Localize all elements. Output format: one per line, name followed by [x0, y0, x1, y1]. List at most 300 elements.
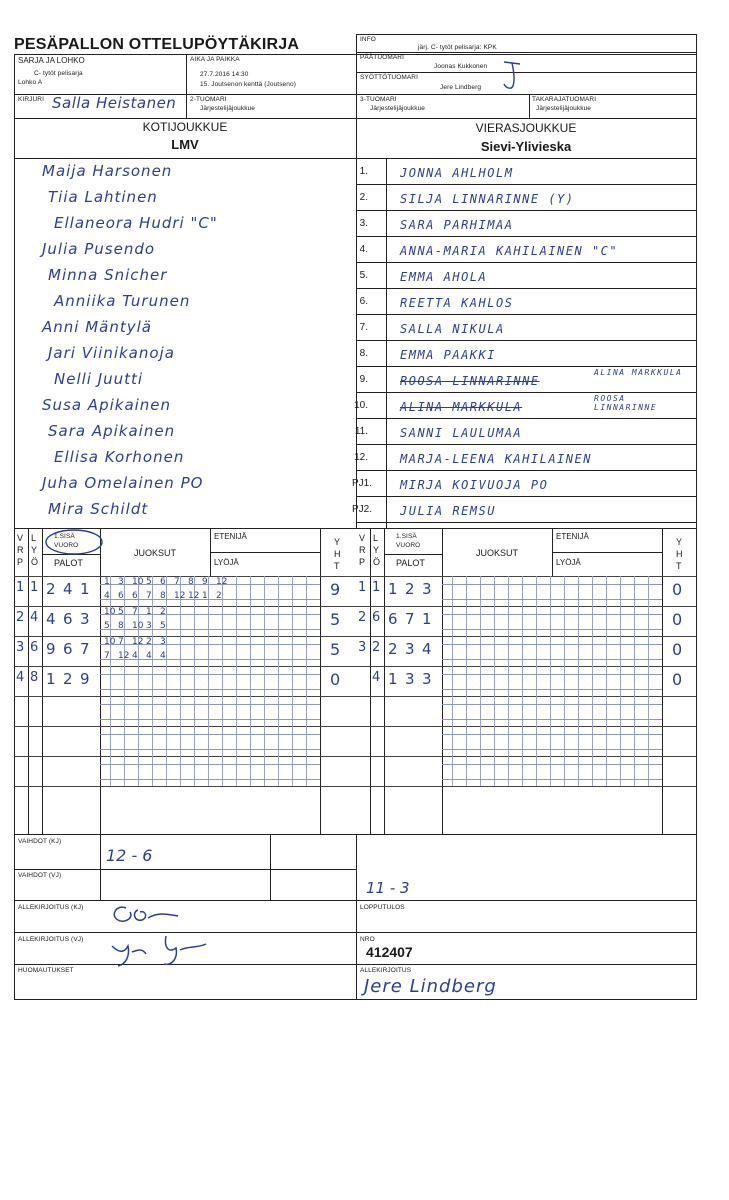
roster-number: PJ1. — [351, 478, 372, 489]
inning-vrp: 3 — [358, 640, 367, 655]
divider — [14, 696, 356, 697]
inning-palo: 6 — [63, 640, 73, 658]
run-batter: 5 — [160, 621, 166, 631]
grid-column — [606, 576, 607, 786]
inning-ly: 6 — [372, 610, 381, 625]
run-advancer: 12 — [216, 577, 228, 587]
inning-vrp: 3 — [16, 640, 25, 655]
divider — [356, 726, 696, 727]
sisa-header: 1.SISÄ — [396, 533, 417, 540]
home-player-name: Ellaneora Hudri "C" — [54, 214, 218, 232]
divider — [662, 528, 663, 834]
home-player-name: Jari Viinikanoja — [48, 344, 175, 362]
allekirjoitus-label: ALLEKIRJOITUS — [360, 967, 412, 974]
divider — [14, 636, 356, 637]
run-advancer: 6 — [160, 577, 166, 587]
tuomari2-label: 2-TUOMARI — [190, 96, 227, 103]
home-player-name: Anni Mäntylä — [42, 318, 152, 336]
run-advancer: 1 — [104, 577, 110, 587]
inning-palo: 1 — [388, 670, 398, 688]
divider — [356, 392, 696, 393]
inning-palo: 7 — [80, 640, 90, 658]
divider — [14, 54, 696, 55]
inning-vrp: 4 — [16, 670, 25, 685]
run-advancer: 1 — [146, 607, 152, 617]
grid-column — [222, 576, 223, 786]
grid-row — [100, 749, 320, 750]
divider — [552, 552, 662, 553]
allekirjoitus-value: Jere Lindberg — [364, 976, 497, 997]
info-label: INFO — [360, 36, 376, 43]
grid-column — [152, 576, 153, 786]
grid-column — [550, 576, 551, 786]
divider — [356, 786, 696, 787]
divider — [14, 726, 356, 727]
inning-palo: 2 — [63, 670, 73, 688]
grid-column — [466, 576, 467, 786]
run-advancer: 7 — [118, 637, 124, 647]
divider — [356, 288, 696, 289]
roster-number: 6. — [359, 296, 368, 307]
yht-letter: Y — [334, 537, 341, 547]
roster-number: 10. — [354, 400, 368, 411]
run-advancer: 7 — [174, 577, 180, 587]
home-team-name: LMV — [171, 137, 199, 152]
away-player-name: SANNI LAULUMAA — [400, 426, 523, 440]
inning-total: 5 — [330, 640, 341, 659]
grid-column — [592, 576, 593, 786]
huomautukset-label: HUOMAUTUKSET — [18, 967, 74, 974]
grid-row — [100, 734, 320, 735]
run-advancer: 10 — [104, 637, 116, 647]
run-batter: 5 — [104, 621, 110, 631]
lohko-value: Lohko A — [18, 79, 43, 86]
vrp-letter: P — [359, 557, 366, 567]
allekirjoitus-kj-label: ALLEKIRJOITUS (KJ) — [18, 904, 84, 911]
grid-column — [620, 576, 621, 786]
inning-ly: 1 — [372, 580, 381, 595]
lyo-letter: Ö — [373, 557, 381, 567]
vrp-letter: R — [359, 545, 366, 555]
inning-palo: 4 — [63, 580, 73, 598]
home-player-name: Ellisa Korhonen — [54, 448, 185, 466]
grid-row — [442, 599, 662, 600]
first-inning-circle — [44, 528, 106, 558]
grid-row — [100, 689, 320, 690]
run-batter: 4 — [160, 651, 166, 661]
aika-label: AIKA JA PAIKKA — [190, 56, 240, 63]
inning-palo: 6 — [388, 610, 398, 628]
grid-column — [648, 576, 649, 786]
home-captain-signature — [108, 898, 188, 930]
divider — [386, 158, 387, 528]
run-batter: 1 — [202, 591, 208, 601]
away-player-name: ALINA MARKKULA — [400, 400, 523, 414]
run-batter: 6 — [118, 591, 124, 601]
paikka-value: 15. Joutsenon kenttä (Joutseno) — [200, 81, 296, 88]
away-team-name: Sievi-Ylivieska — [480, 139, 572, 154]
away-player-name: EMMA PAAKKI — [400, 348, 496, 362]
away-player-name: SALLA NIKULA — [400, 322, 505, 336]
grid-column — [138, 576, 139, 786]
grid-column — [124, 576, 125, 786]
home-player-name: Susa Apikainen — [42, 396, 172, 414]
nro-label: NRO — [360, 936, 375, 943]
vrp-header — [359, 532, 366, 568]
away-player-substitute: ALINA MARKKULA — [594, 368, 683, 377]
juoksut-header: JUOKSUT — [475, 548, 518, 558]
grid-row — [442, 689, 662, 690]
divider — [42, 528, 43, 834]
vrp-letter: V — [359, 533, 366, 543]
vuoro-header: VUORO — [54, 542, 79, 549]
divider — [356, 756, 696, 757]
scoresheet-form — [14, 34, 696, 1000]
run-advancer: 5 — [146, 577, 152, 587]
inning-palo: 3 — [405, 640, 415, 658]
roster-number: 4. — [359, 244, 368, 255]
run-advancer: 10 — [132, 577, 144, 587]
inning-palo: 6 — [63, 610, 73, 628]
inning-palo: 1 — [422, 610, 432, 628]
away-player-name: REETTA KAHLOS — [400, 296, 514, 310]
vaihdot-kj-value: 12 - 6 — [106, 846, 153, 865]
inning-ly: 4 — [30, 610, 39, 625]
lyo-letter: L — [31, 533, 37, 543]
inning-palo: 2 — [46, 580, 56, 598]
inning-total: 5 — [330, 610, 341, 629]
roster-number: 2. — [359, 192, 368, 203]
divider — [356, 184, 696, 185]
away-player-name: EMMA AHOLA — [400, 270, 488, 284]
run-batter: 2 — [216, 591, 222, 601]
vuoro-header: VUORO — [396, 542, 421, 549]
divider — [320, 528, 321, 834]
lyo-letter: Y — [31, 545, 38, 555]
divider — [356, 522, 696, 523]
run-batter: 3 — [146, 621, 152, 631]
divider — [14, 999, 696, 1000]
away-player-name: MARJA-LEENA KAHILAINEN — [400, 452, 592, 466]
inning-total: 9 — [330, 580, 341, 599]
grid-row — [100, 764, 320, 765]
divider — [14, 786, 356, 787]
inning-palo: 3 — [80, 610, 90, 628]
vrp-letter: P — [17, 557, 24, 567]
grid-column — [306, 576, 307, 786]
yht-letter: H — [676, 549, 683, 559]
divider — [356, 666, 696, 667]
run-advancer: 2 — [160, 607, 166, 617]
roster-number: 5. — [359, 270, 368, 281]
run-advancer: 8 — [188, 577, 194, 587]
grid-column — [452, 576, 453, 786]
run-batter: 6 — [132, 591, 138, 601]
aika-value: 27.7.2016 14:30 — [200, 71, 249, 78]
divider — [356, 576, 696, 577]
divider — [356, 34, 357, 118]
grid-row — [442, 644, 662, 645]
grid-row — [442, 629, 662, 630]
inning-total: 0 — [672, 610, 683, 629]
divider — [356, 636, 696, 637]
roster-number: 12. — [354, 452, 368, 463]
away-player-name: MIRJA KOIVUOJA PO — [400, 478, 549, 492]
grid-column — [166, 576, 167, 786]
takarajatuomari-value: Järjestelijäjoukkue — [536, 105, 592, 112]
inning-total: 0 — [672, 640, 683, 659]
inning-palo: 1 — [388, 580, 398, 598]
away-player-name: JULIA REMSU — [400, 504, 496, 518]
yht-letter: T — [676, 561, 682, 571]
run-batter: 12 — [188, 591, 200, 601]
inning-palo: 3 — [405, 670, 415, 688]
roster-number: PJ2. — [351, 504, 372, 515]
inning-ly: 8 — [30, 670, 39, 685]
lyo-letter: L — [373, 533, 379, 543]
sarja-value: C- tytöt pelisarja — [34, 70, 83, 77]
inning-ly: 6 — [30, 640, 39, 655]
divider — [186, 54, 187, 118]
inning-ly: 4 — [372, 670, 381, 685]
vaihdot-kj-label: VAIHDOT (KJ) — [18, 838, 62, 845]
etenija-header: ETENIJÄ — [214, 532, 247, 541]
divider — [270, 834, 271, 900]
inning-palo: 3 — [422, 670, 432, 688]
run-batter: 4 — [132, 651, 138, 661]
divider — [356, 496, 696, 497]
grid-column — [208, 576, 209, 786]
run-batter: 12 — [174, 591, 186, 601]
grid-column — [292, 576, 293, 786]
divider — [356, 366, 696, 367]
lyoja-header: LYÖJÄ — [214, 558, 239, 567]
divider — [14, 756, 356, 757]
grid-column — [508, 576, 509, 786]
nro-value: 412407 — [366, 944, 413, 960]
divider — [28, 528, 29, 834]
grid-row — [442, 749, 662, 750]
tuomari3-value: Järjestelijäjoukkue — [370, 105, 426, 112]
tuomari2-value: Järjestelijäjoukkue — [200, 105, 256, 112]
syottotuomari-initial-signature — [500, 58, 526, 94]
inning-total: 0 — [330, 670, 341, 689]
run-advancer: 9 — [202, 577, 208, 587]
tuomari3-label: 3-TUOMARI — [360, 96, 397, 103]
divider — [14, 666, 356, 667]
run-batter: 8 — [160, 591, 166, 601]
run-advancer: 12 — [132, 637, 144, 647]
divider — [14, 118, 696, 119]
sarja-label: SARJA JA LOHKO — [18, 56, 85, 65]
sisa-header: 1.SISÄ — [54, 533, 75, 540]
run-batter: 4 — [104, 591, 110, 601]
away-player-name: ROOSA LINNARINNE — [400, 374, 540, 388]
inning-vrp: 2 — [16, 610, 25, 625]
away-player-name: SILJA LINNARINNE (Y) — [400, 192, 575, 206]
syottotuomari-value: Jere Lindberg — [440, 84, 482, 91]
roster-number: 1. — [359, 166, 368, 177]
home-player-name: Tiia Lahtinen — [48, 188, 158, 206]
home-player-name: Anniika Turunen — [54, 292, 191, 310]
grid-column — [564, 576, 565, 786]
grid-row — [442, 719, 662, 720]
home-player-name: Minna Snicher — [48, 266, 168, 284]
roster-number: 9. — [359, 374, 368, 385]
lopputulos-label: LOPPUTULOS — [360, 904, 405, 911]
divider — [384, 554, 442, 555]
away-captain-signature — [108, 932, 218, 970]
grid-column — [480, 576, 481, 786]
lyo-letter: Y — [373, 545, 380, 555]
divider — [14, 834, 696, 835]
divider — [370, 528, 371, 834]
paatuomari-label: PÄÄTUOMARI — [360, 54, 404, 61]
divider — [356, 696, 696, 697]
inning-palo: 3 — [422, 580, 432, 598]
divider — [210, 552, 320, 553]
divider — [356, 834, 357, 1000]
divider — [356, 314, 696, 315]
divider — [14, 606, 356, 607]
run-advancer: 3 — [118, 577, 124, 587]
grid-row — [442, 659, 662, 660]
grid-column — [536, 576, 537, 786]
form-title: PESÄPALLON OTTELUPÖYTÄKIRJA — [14, 36, 300, 53]
juoksut-header: JUOKSUT — [133, 548, 176, 558]
divider — [356, 236, 696, 237]
run-batter: 7 — [104, 651, 110, 661]
away-player-name: JONNA AHLHOLM — [400, 166, 514, 180]
home-player-name: Mira Schildt — [48, 500, 149, 518]
grid-row — [442, 704, 662, 705]
run-batter: 10 — [132, 621, 144, 631]
info-value: järj. C- tytöt pelisarja: KPK — [418, 44, 497, 51]
vaihdot-vj-value: 11 - 3 — [366, 879, 410, 897]
inning-total: 0 — [672, 670, 683, 689]
lyo-header — [373, 532, 380, 568]
grid-column — [194, 576, 195, 786]
run-advancer: 10 — [104, 607, 116, 617]
grid-row — [442, 674, 662, 675]
inning-palo: 1 — [46, 670, 56, 688]
grid-row — [442, 584, 662, 585]
yht-letter: T — [334, 561, 340, 571]
run-advancer: 3 — [160, 637, 166, 647]
run-batter: 4 — [146, 651, 152, 661]
away-player-substitute: ROOSA LINNARINNE — [594, 394, 658, 412]
grid-row — [442, 764, 662, 765]
inning-palo: 1 — [80, 580, 90, 598]
divider — [356, 210, 696, 211]
yht-letter: H — [334, 549, 341, 559]
inning-total: 0 — [672, 580, 683, 599]
vrp-letter: R — [17, 545, 24, 555]
roster-number: 8. — [359, 348, 368, 359]
run-advancer: 5 — [118, 607, 124, 617]
allekirjoitus-vj-label: ALLEKIRJOITUS (VJ) — [18, 936, 84, 943]
grid-row — [100, 719, 320, 720]
inning-ly: 2 — [372, 640, 381, 655]
grid-column — [522, 576, 523, 786]
lyo-header — [31, 532, 38, 568]
divider — [356, 262, 696, 263]
etenija-header: ETENIJÄ — [556, 532, 589, 541]
grid-row — [442, 614, 662, 615]
run-batter: 7 — [146, 591, 152, 601]
grid-column — [578, 576, 579, 786]
divider — [14, 54, 15, 1000]
grid-column — [180, 576, 181, 786]
away-player-name: SARA PARHIMAA — [400, 218, 514, 232]
syottotuomari-label: SYÖTTÖTUOMARI — [360, 74, 418, 81]
home-player-name: Julia Pusendo — [42, 240, 156, 258]
run-advancer: 7 — [132, 607, 138, 617]
yht-header — [676, 536, 683, 572]
grid-column — [494, 576, 495, 786]
divider — [356, 52, 696, 53]
divider — [356, 606, 696, 607]
divider — [14, 869, 356, 870]
grid-column — [250, 576, 251, 786]
grid-row — [100, 674, 320, 675]
run-batter: 12 — [118, 651, 130, 661]
inning-vrp: 2 — [358, 610, 367, 625]
home-player-name: Nelli Juutti — [54, 370, 144, 388]
grid-column — [634, 576, 635, 786]
inning-palo: 4 — [46, 610, 56, 628]
vaihdot-vj-label: VAIHDOT (VJ) — [18, 872, 62, 879]
inning-palo: 9 — [46, 640, 56, 658]
divider — [100, 834, 101, 900]
yht-letter: Y — [676, 537, 683, 547]
home-player-name: Juha Omelainen PO — [42, 474, 204, 492]
divider — [100, 528, 101, 834]
roster-number: 3. — [359, 218, 368, 229]
takarajatuomari-label: TAKARAJATUOMARI — [532, 96, 597, 103]
divider — [356, 94, 696, 95]
run-batter: 8 — [118, 621, 124, 631]
home-team-label: KOTIJOUKKUE — [142, 120, 228, 134]
divider — [356, 418, 696, 419]
divider — [356, 340, 696, 341]
divider — [356, 72, 696, 73]
inning-vrp: 1 — [16, 580, 25, 595]
yht-header — [334, 536, 341, 572]
inning-palo: 9 — [80, 670, 90, 688]
vrp-header — [17, 532, 24, 568]
inning-vrp: 1 — [358, 580, 367, 595]
divider — [442, 528, 443, 834]
inning-palo: 2 — [388, 640, 398, 658]
paatuomari-value: Joonas Kukkonen — [434, 63, 488, 70]
lyo-letter: Ö — [31, 557, 39, 567]
divider — [14, 576, 356, 577]
divider — [14, 158, 696, 159]
grid-row — [100, 704, 320, 705]
roster-number: 7. — [359, 322, 368, 333]
grid-column — [236, 576, 237, 786]
grid-column — [264, 576, 265, 786]
home-player-name: Sara Apikainen — [48, 422, 176, 440]
kirjuri-label: KIRJURI — [18, 96, 44, 103]
grid-column — [278, 576, 279, 786]
home-player-name: Maija Harsonen — [42, 162, 173, 180]
vrp-letter: V — [17, 533, 24, 543]
divider — [356, 444, 696, 445]
divider — [14, 528, 696, 529]
away-team-label: VIERASJOUKKUE — [475, 121, 577, 135]
